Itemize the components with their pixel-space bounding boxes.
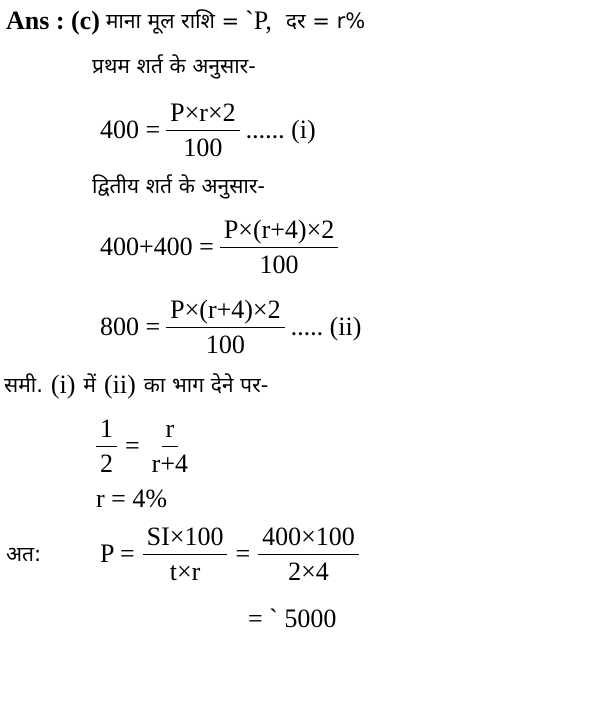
fraction-numerator: SI×100 — [143, 522, 228, 555]
final-result: = ` 5000 — [248, 604, 337, 633]
fraction-denominator: t×r — [169, 556, 201, 586]
ratio-equation — [96, 414, 192, 479]
fraction-numerator: 400×100 — [258, 522, 359, 555]
r-value: r = 4% — [96, 484, 167, 513]
fraction-denominator: 100 — [205, 329, 245, 359]
fraction-numerator: r — [162, 414, 179, 447]
fraction-numerator: 1 — [96, 414, 117, 447]
equation-2-fraction — [166, 295, 284, 360]
condition-1-heading: प्रथम शर्त के अनुसार- — [92, 54, 256, 78]
equation-1-fraction — [166, 98, 239, 163]
equation-2a — [100, 215, 338, 280]
ratio-right-fraction — [148, 414, 192, 479]
equation-2-lhs: 800 = — [100, 312, 161, 342]
answer-header — [6, 6, 365, 36]
fraction-denominator: 100 — [259, 249, 299, 279]
divide-instruction — [4, 370, 268, 400]
fraction-numerator: P×(r+4)×2 — [220, 215, 338, 248]
fraction-denominator: 100 — [183, 132, 223, 162]
fraction-denominator: r+4 — [151, 448, 188, 478]
fraction-numerator: P×r×2 — [166, 98, 239, 131]
divide-eq-i: (i) — [50, 370, 76, 399]
fraction-numerator: P×(r+4)×2 — [166, 295, 284, 328]
equation-2 — [100, 295, 361, 360]
final-fraction-1 — [143, 522, 228, 587]
rate-text: दर = r% — [285, 9, 366, 33]
equation-2-tag: ..... (ii) — [290, 312, 362, 342]
final-label: अत: — [6, 542, 42, 566]
condition-2-heading: द्वितीय शर्त के अनुसार- — [92, 174, 266, 198]
final-equals: = — [235, 539, 251, 569]
final-lhs: P = — [100, 539, 135, 569]
answer-label: Ans : (c) — [6, 6, 100, 35]
equation-1 — [100, 98, 316, 163]
equation-2a-fraction — [220, 215, 338, 280]
divide-prefix: समी. — [4, 373, 43, 397]
ratio-left-fraction — [96, 414, 117, 479]
equation-1-lhs: 400 = — [100, 115, 161, 145]
ratio-equals: = — [125, 431, 140, 461]
equation-2a-lhs: 400+400 = — [100, 232, 214, 262]
assume-text: माना मूल राशि = — [105, 9, 240, 33]
final-fraction-2 — [258, 522, 359, 587]
equation-1-tag: ...... (i) — [245, 115, 316, 145]
divide-mein: में — [83, 373, 96, 397]
fraction-denominator: 2×4 — [288, 556, 329, 586]
divide-suffix: का भाग देने पर- — [143, 373, 269, 397]
final-equation — [100, 522, 359, 587]
principal-symbol: `P, — [245, 6, 272, 35]
fraction-denominator: 2 — [100, 448, 113, 478]
divide-eq-ii: (ii) — [103, 370, 136, 399]
